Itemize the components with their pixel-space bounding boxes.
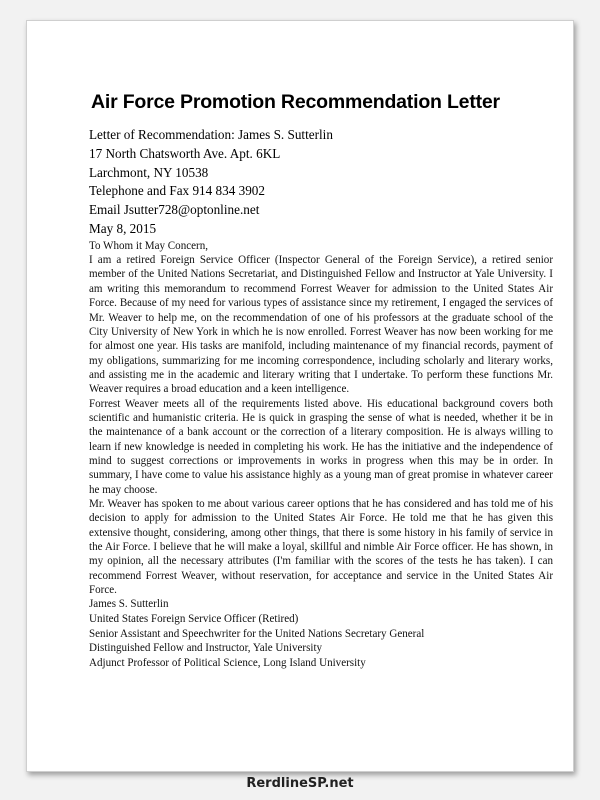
signature-name: James S. Sutterlin <box>89 598 169 611</box>
footer-watermark: RerdlineSP.net <box>246 776 354 791</box>
body-paragraph-1: I am a retired Foreign Service Officer (Inspector General of the Foreign Service), a retired senior member of the United Nations Secretariat, and Distinguished Fellow and Instructor at Yale University. I am writing this memorandum to recommend Forrest Weaver for admission to the United States Air Force. Because of my need for various types of assistance since my retirement, I engaged the services of Mr. Weaver to help me, on the recommendation of one of his professors at the graduate school of the City University of New York in which he is now enrolled. Forrest Weaver has now been working for me for almost one year. His tasks are manifold, including maintenance of my financial records, payment of my obligations, summarizing for me incoming correspondence, including scholarly and literary works, and assisting me in the academic and literary writing that I undertake. To perform these functions Mr. Weaver requires a broad education and a keen intelligence. <box>89 254 553 396</box>
salutation: To Whom it May Concern, <box>89 239 208 252</box>
signature-title-4: Adjunct Professor of Political Science, Long Island University <box>89 656 366 669</box>
header-email: Email Jsutter728@optonline.net <box>89 202 260 218</box>
header-city-state-zip: Larchmont, NY 10538 <box>89 164 209 180</box>
letter-body <box>89 239 553 598</box>
header-telephone: Telephone and Fax 914 834 3902 <box>89 183 265 199</box>
letter-header <box>89 126 553 239</box>
header-street-address: 17 North Chatsworth Ave. Apt. 6KL <box>89 145 281 161</box>
header-date: May 8, 2015 <box>89 220 157 236</box>
signature-title-3: Distinguished Fellow and Instructor, Yale University <box>89 642 323 655</box>
document-title: Air Force Promotion Recommendation Letter <box>91 91 500 113</box>
body-paragraph-3: Mr. Weaver has spoken to me about various career options that he has considered and has told me of his decision to apply for admission to the United States Air Force. He told me that he has given this extensive thought, considering, among other things, that there is some history in his family of service in the Air Force. I believe that he will make a loyal, skillful and nimble Air Force officer. He has shown, in my opinion, all the necessary attributes (I'm familiar with the scores of the tests he has taken). I can recommend Forrest Weaver, without reservation, for acceptance and service in the United States Air Force. <box>89 497 553 597</box>
letter-content <box>89 91 553 670</box>
letter-page <box>26 20 574 772</box>
signature-title-1: United States Foreign Service Officer (Retired) <box>89 612 299 625</box>
signature-title-2: Senior Assistant and Speechwriter for the United Nations Secretary General <box>89 627 425 640</box>
signature-block <box>89 597 553 670</box>
header-recommendation-line: Letter of Recommendation: James S. Sutterlin <box>89 127 333 142</box>
body-paragraph-2: Forrest Weaver meets all of the requirements listed above. His educational background covers both scientific and humanistic criteria. He is quick in grasping the sense of what is needed, whether it be in the maintenance of a bank account or the correction of a literary composition. He is always willing to learn if new knowledge is needed in completing his work. He has the initiative and the independence of mind to suggest corrections or improvements in works in progress when this may be in order. In summary, I have come to value his assistance highly as a young man of great promise in whatever career he may choose. <box>89 397 553 496</box>
